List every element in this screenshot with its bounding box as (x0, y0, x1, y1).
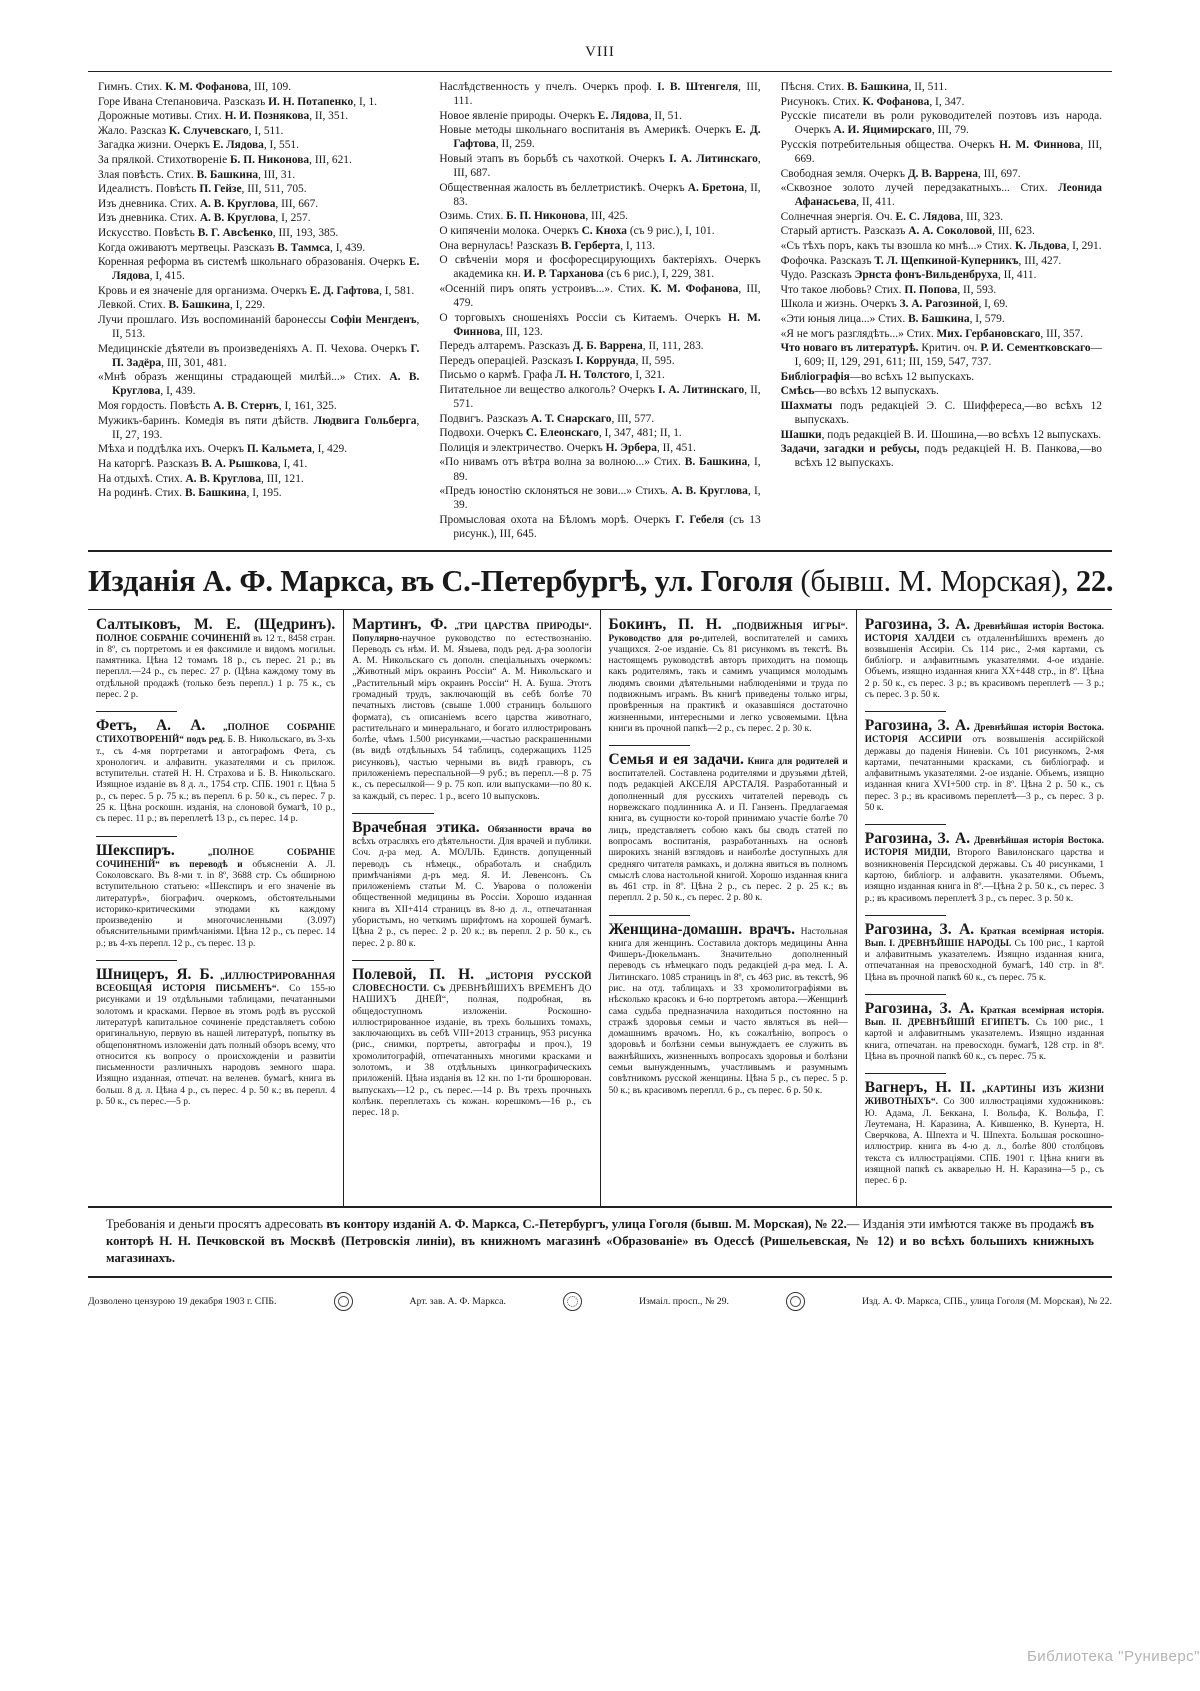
ad-subtitle: Древнѣйшая исторія Востока. ИСТОРІЯ ХАЛДЕИ (864, 621, 1104, 644)
index-entry: Шахматы подъ редакціей Э. С. Шиффереса,—во всѣхъ 12 выпускахъ. (780, 400, 1102, 427)
index-entry: Шашки, подъ редакціей В. И. Шошина,—во всѣхъ 12 выпускахъ. (780, 428, 1102, 441)
index-entry: О торговыхъ сношеніяхъ Россіи съ Китаемъ. Очеркъ Н. М. Финнова, III, 123. (439, 311, 761, 338)
index-entry: Старый артистъ. Разсказъ А. А. Соколовой, III, 623. (780, 225, 1035, 238)
index-entry: Горе Ивана Степановича. Разсказъ И. Н. Потапенко, I, 1. (98, 95, 377, 108)
ad-description: Со 300 иллюстраціями художниковъ: Ю. Адама, Л. Беккана, І. Вольфа, К. Вольфа, Г. Леутемана, Н. Каразина, А. Кившенко, В. Кунерта, Н. Сверчкова, А. Шпехта и Ч. Шпехта. Большая роскошно-иллюстрир. книга въ 4-ю д. л., болѣе 800 столбцовъ текста съ иллюстраціями. СПБ. 1901 г. Цѣна книги въ изящной папкѣ съ акварелью Н. Н. Каразина—5 р., съ перес. 6 р. (864, 1096, 1104, 1187)
ad-description: Съ 100 рис., 1 картой и алфавитнымъ указателемъ. Изящно изданная книга, отпечатанная на превосходной бумагѣ, 140 стр. in 8º. Цѣна въ прочной папкѣ 60 к., съ перес. 75 к. (864, 937, 1105, 983)
ad-divider (96, 960, 177, 961)
index-entry: «Предъ юностію склоняться не зови...» Стихъ. А. В. Круглова, I, 39. (439, 485, 761, 512)
publisher-note: Изд. А. Ф. Маркса, СПБ., улица Гоголя (М. Морская), № 22. (862, 1295, 1112, 1307)
ad-subtitle: Древнѣйшая исторія Востока. ИСТОРІЯ АССИРІИ (864, 723, 1104, 746)
ad-divider (865, 915, 946, 916)
ad-content (352, 819, 591, 949)
ad-author-title: Бокинъ, П. Н. (608, 615, 722, 633)
ad-author-title: Мартинъ, Ф. (352, 615, 448, 633)
advertisement-item[interactable] (865, 1000, 1104, 1062)
ad-subtitle: „ПОЛНОЕ СОБРАНІЕ СТИХОТВОРЕНІЙ“ подъ ред. (96, 723, 336, 746)
index-entry: Задачи, загадки и ребусы, подъ редакціей Н. В. Панкова,—во всѣхъ 12 выпускахъ. (780, 443, 1102, 470)
index-entry: Передъ алтаремъ. Разсказъ Д. Б. Варрена, II, 111, 283. (439, 340, 704, 353)
ad-content (609, 751, 848, 904)
ad-description: всѣхъ отрасляхъ его дѣятельности. Для врачей и публики. Соч. д-ра мед. А. МОЛЛЬ. Единств. допущенный переводъ съ нѣмецк., обработалъ и снабдилъ примѣчаніями д-ръ мед. Я. И. Левенсонъ. Съ приложеніемъ статьи М. С. Уварова о положеніи общественной медицины въ Россіи. Хорошо изданная книга въ XII+414 страницъ въ 8-ю д. л., отпечатанная убористымъ, но четкимъ шрифтомъ на хорошей бумагѣ. Цѣна 2 р., съ перес. 2 р. 20 к.; въ перепл. 2 р. 50 к., съ перес. 2 р. 80 к. (352, 835, 592, 949)
ad-divider (609, 915, 690, 916)
ad-divider (352, 813, 433, 814)
ad-description: объясненіи А. Л. Соколовскаго. Въ 8-ми т. in 8º, 3688 стр. Съ обширною вступительною статьею: «Шекспиръ и его значеніе въ литературѣ», біографич. очеркомъ, обстоятельными историко-критическими этюдами къ каждому произведенію и многочисленными (3.097) объяснительными примѣчаніями. Цѣна 12 р., съ перес. 14 р.; въ 4-хъ перепл. 12 р., съ перес. 13 р. (96, 858, 336, 949)
ad-author-title: Рагозина, З. А. (864, 920, 975, 938)
ad-author-title: Салтыковъ, М. Е. (Щедринъ). (96, 615, 336, 633)
index-block (88, 71, 1112, 552)
ad-content (96, 717, 335, 824)
ad-content (865, 616, 1104, 701)
index-entry: Общественная жалость въ беллетристикѣ. Очеркъ А. Бретона, II, 83. (439, 181, 761, 208)
ad-content (96, 616, 335, 701)
eagle-seal-icon (563, 1292, 582, 1311)
index-entry: Наслѣдственность у пчелъ. Очеркъ проф. І. В. Штенгеля, III, 111. (439, 81, 761, 108)
index-entry: «Сквозное золото лучей передзакатныхъ... Стих. Леонида Афанасьева, II, 411. (780, 182, 1102, 209)
ad-subtitle: „ПОЛНОЕ СОБРАНІЕ СОЧИНЕНІЙ“ въ переводѣ и (96, 847, 336, 870)
ad-divider (865, 711, 946, 712)
index-entry: О кипяченіи молока. Очеркъ С. Кноха (съ 9 рис.), I, 101. (439, 224, 715, 237)
ad-content (352, 616, 591, 802)
advertisement-item[interactable] (609, 751, 848, 904)
ads-column-1 (88, 610, 344, 1206)
headline-part-3: 22. (1075, 563, 1114, 598)
advertisement-item[interactable] (352, 616, 591, 802)
advertisement-item[interactable] (96, 717, 335, 824)
notice-line-1: Требованія и деньги просятъ адресовать въ контору изданій А. Ф. Маркса, С.-Петербургъ, улица Гоголя (бывш. М. Морская), № 22.— (106, 1216, 863, 1231)
ad-content (96, 966, 335, 1107)
index-entry: На отдыхѣ. Стих. А. В. Круглова, III, 121. (98, 472, 304, 485)
index-entry: «Эти юныя лица...» Стих. В. Башкина, I, 579. (780, 313, 1005, 325)
index-entry: Смѣсь—во всѣхъ 12 выпускахъ. (780, 385, 939, 398)
ad-author-title: Рагозина, З. А. (864, 717, 971, 735)
index-entry: Гимнъ. Стих. К. М. Фофанова, III, 109. (98, 81, 292, 93)
index-entry: Чудо. Разсказъ Эрнста фонъ-Вильденбруха, II, 411. (780, 269, 1037, 282)
index-entry: «Осенній пиръ опять устроивъ...». Стих. К. М. Фофанова, III, 479. (439, 282, 761, 309)
ad-description: Съ 100 рис., 1 картой и алфавитнымъ указателемъ. Изящно изданная книга, отпечатан. на превосходн. бумагѣ, 128 стр. in 8º. Цѣна въ прочной папкѣ 60 к., съ перес. 75 к. (864, 1017, 1104, 1062)
index-entry: Кровь и ея значеніе для организма. Очеркъ Е. Д. Гафтова, I, 581. (98, 284, 415, 297)
index-entry: Идеалистъ. Повѣсть П. Гейзе, III, 511, 705. (98, 183, 307, 196)
index-entry: «Съ тѣхъ поръ, какъ ты взошла ко мнѣ...» Стих. К. Льдова, I, 291. (780, 240, 1102, 253)
ad-author-title: Рагозина, З. А. (864, 1000, 975, 1018)
index-entry: Рисунокъ. Стих. К. Фофанова, I, 347. (780, 95, 965, 108)
advertisement-item[interactable] (609, 921, 848, 1096)
index-entry: Искусство. Повѣсть В. Г. Авсѣенко, III, 193, 385. (98, 226, 339, 239)
notice-line-2: Изданія эти имѣются также въ продажѣ въ конторѣ Н. Н. Печковской въ Москвѣ (Петровскія линіи), въ книжномъ магазинѣ «Образованіе» (106, 1216, 1094, 1248)
ad-content (609, 921, 848, 1096)
ad-author-title: Врачебная этика. (352, 818, 480, 836)
ad-description: Настольная книга для женщинъ. Составила докторъ медицины Анна Фишеръ-Дюкельманъ. Значительно дополненный переводъ съ нѣмецкаго подъ редакціей д-ра мед. І. А. Литинскаго. 1085 страницъ in 8º, съ 463 рис. въ текстѣ, 96 рис. на отд. таблицахъ и 33 хромолитографіями въ нѣсколько красокъ и 6-ю портретомъ автора.—Женщинѣ сама судьба предназначила находиться постоянно на стражѣ здоровья семьи и часто являться въ ней—домашнимъ врачомъ. Но, къ сожалѣнію, вопросъ о здоровьѣ и болѣзни семьи вынуждаетъ ее служить въ важнѣйшихъ, жизненныхъ вопросахъ здоровья и болѣзни семьи вынужденнымъ, участливымъ и разумнымъ совѣтникомъ русской женщины. Цѣна 5 р., съ перес. 5 р. 50 к.; въ красивомъ переплл. 6 р., съ перес. 6 р. 50 к. (608, 925, 848, 1096)
ad-subtitle: Книга для родителей и (743, 757, 848, 768)
headline-part-1: Изданія А. Ф. Маркса, въ С.-Петербургѣ, ул. Гоголя (88, 563, 801, 598)
ad-author-title: Семья и ея задачи. (608, 751, 744, 769)
ad-content (352, 966, 591, 1119)
ad-subtitle: „ТРИ ЦАРСТВА ПРИРОДЫ“. Популярно- (352, 621, 592, 644)
ad-content (865, 1000, 1104, 1062)
ad-description: Со 155-ю рисунками и 19 отдѣльными таблицами, печатанными золотомъ и красками. Первое въ этомъ родѣ въ русской литературѣ капитальное сочиненіе представляетъ собою оригинальную, первую въ нашей литературѣ, попытку въ общепонятномъ изложеніи дать полный обзоръ всему, что относится къ вопросу о происхожденіи и развитіи письменности различныхъ народовъ земного шара. Изящно изданная, отпечат. на веленев. бумагѣ, книга въ больш. 8 д. л. Цѣна 4 р., съ перес. 4 р. 50 к.; въ перепл. 4 р. 50 к., съ перес.—5 р. (96, 983, 336, 1107)
index-entry: Лучи прошлаго. Изъ воспоминаній баронессы Софіи Менгденъ, II, 513. (98, 314, 420, 341)
headline-part-2: (бывш. М. Морская), (800, 563, 1076, 598)
ad-divider (609, 745, 690, 746)
index-entry: Левкой. Стих. В. Башкина, I, 229. (98, 299, 266, 312)
index-entry: Свободная земля. Очеркъ Д. В. Варрена, III, 697. (780, 167, 1021, 180)
notice-line-3: въ Одессѣ (Ришельевская, № 12) и во всѣхъ большихъ книжныхъ магазинахъ. (106, 1233, 1094, 1265)
ads-column-4 (857, 610, 1112, 1206)
ad-content (865, 830, 1104, 903)
censor-note: Дозволено цензурою 19 декабря 1903 г. СПБ. (88, 1295, 277, 1307)
index-column-1 (88, 80, 429, 542)
ad-description: воспитателей. Составлена родителями и друзьями дѣтей, подъ редакціей АКСЕЛЯ АРСТАЛЯ. Разработанный и дополненный для русскихъ читателей переводъ съ норвежскаго подлинника А. и П. Ганзенъ. Предлагаемая книга, въ сущности ко-торой принимаю участіе болѣе 70 лицъ, представляетъ собою какъ бы сводъ статей по вопросамъ воспитанія, разработанныхъ на основѣ широкихъ знаній взглядовъ и наиболѣе доступныхъ для средняго читателя рамкахъ, и должна явиться въ полномъ смыслѣ слова настольной книгой. Хорошо изданная книга въ 461 стр. in 8º. Цѣна 2 р., съ перес. 2 р. 25 к.; въ переплл. 2 р. 50 к., съ перес. 2 р. 80 к. (608, 768, 848, 904)
ad-description: Второго Вавилонскаго царства и возникновенія Персидской державы. Съ 40 рисунками, 1 картою, библіогр. и алфавитн. указателями. Объемъ, изящно изданная книга in 8º.—Цѣна 2 р. 50 к., съ перес. 3 р.; въ красивомъ переплетѣ 3 р., съ перес. 3 р. 50 к. (864, 847, 1104, 904)
index-entry: Озимь. Стих. Б. П. Никонова, III, 425. (439, 210, 629, 223)
index-entry: Пѣсня. Стих. В. Башкина, II, 511. (780, 81, 948, 93)
ad-subtitle: „ПОДВИЖНЫЯ ИГРЫ“. Руководство для ро- (608, 621, 848, 644)
ad-author-title: Рагозина, З. А. (864, 615, 971, 633)
index-entry: Подвохи. Очеркъ С. Елеонскаго, I, 347, 481; II, 1. (439, 427, 682, 440)
index-entry: Изъ дневника. Стих. А. В. Круглова, III, 667. (98, 197, 319, 210)
index-entry: Мужикъ-баринъ. Комедія въ пяти дѣйств. Людвига Гольберга, II, 27, 193. (98, 414, 420, 441)
colophon (88, 1292, 1112, 1311)
address-note: Измаіл. просп., № 29. (638, 1295, 729, 1307)
ads-column-3 (601, 610, 857, 1206)
index-entry: Русскія потребительныя общества. Очеркъ Н. М. Финнова, III, 669. (780, 138, 1102, 165)
index-entry: «Я не могъ разглядѣть...» Стих. Мих. Гербановскаго, III, 357. (780, 327, 1084, 340)
ad-subtitle: ПОЛНОЕ СОБРАНІЕ СОЧИНЕНІЙ (96, 633, 251, 644)
page-number: VIII (585, 44, 615, 60)
index-entry: Подвигъ. Разсказъ А. Т. Снарскаго, III, 577. (439, 412, 655, 425)
index-entry: Школа и жизнь. Очеркъ З. А. Рагозиной, I, 69. (780, 298, 1008, 311)
index-entry: Она вернулась! Разсказъ В. Герберта, I, 113. (439, 239, 655, 252)
index-entry: «Мнѣ образъ женщины страдающей милѣй...» Стих. А. В. Круглова, I, 439. (98, 371, 420, 398)
art-workshop-note: Арт. зав. А. Ф. Маркса. (409, 1295, 506, 1307)
index-entry: Загадка жизни. Очеркъ Е. Лядова, I, 551. (98, 139, 299, 152)
index-entry: Новые методы школьнаго воспитанія въ Америкѣ. Очеркъ Е. Д. Гафтова, II, 259. (439, 124, 761, 151)
index-entry: Промысловая охота на Бѣломъ морѣ. Очеркъ Г. Гебеля (съ 13 рисунк.), III, 645. (439, 513, 761, 540)
ad-subtitle: „КАРТИНЫ ИЗЪ ЖИЗНИ ЖИВОТНЫХЪ“. (864, 1085, 1104, 1108)
headline-text (88, 564, 1112, 599)
index-entry: Новое явленіе природы. Очеркъ Е. Лядова, II, 51. (439, 109, 682, 122)
ad-divider (865, 824, 946, 825)
ad-description: научное руководство по естествознанію. Переводъ съ нѣм. И. М. Языева, подъ ред. д-ра зоологіи А. М. Никольскаго съ дополн. спеціальныхъ очеркомъ: „Животный міръ окраинъ Россіи“ А. М. Никольскаго и „Растительный міръ окраинъ Россіи“ Н. А. Буша. Этотъ громадный трудъ, заключающій въ себѣ болѣе 70 печатныхъ листовъ (свыше 1.000 страницъ большого формата), съ описаніемъ всего царства животнаго, растительнаго и минеральнаго, и богато иллюстрированъ болѣе, чѣмъ 1.500 рисунками,—частью раскрашенными (въ видѣ отдѣльныхъ 54 таблицъ, содержащихъ 1125 рисунковъ), частью черными въ видѣ гравюръ, съ приложеніемъ переспальной—9 руб.; въ перепл.—8 р. 75 к., съ пересылкой— 9 р. 75 коп. или выпусками—по 80 к. за каждый, съ перес. 1 р., всего 10 выпусковъ. (352, 632, 592, 802)
index-entry: На каторгѣ. Разсказъ В. А. Рышкова, I, 41. (98, 457, 308, 470)
ad-description: Б. В. Никольскаго, въ 3-хъ т., съ 4-мя портретами и автографомъ Фета, съ хронологич. и алфавитн. указателями и съ прилож. вступительн. статей Н. Н. Страхова и Б. В. Никольскаго. Изящное изданіе въ 8 д. л., 1754 стр. СПБ. 1901 г. Цѣна 5 р., съ перес. 5 р. 75 к.; въ перепл. 6 р. 50 к., съ перес. 7 р. 25 к. Цѣна роскошн. изданія, на слоновой бумагѣ, 10 р., съ перес. 11 р.; въ переплетѣ 13 р., съ перес. 14 р. (96, 734, 336, 825)
ad-author-title: Полевой, П. Н. (352, 965, 475, 983)
index-entry: Библіографія—во всѣхъ 12 выпускахъ. (780, 370, 975, 383)
seal-icon (334, 1292, 353, 1311)
index-entry: Жало. Разсказ К. Случевскаго, I, 511. (98, 124, 284, 137)
advertisement-item[interactable] (865, 717, 1104, 813)
index-entry: Письмо о кармѣ. Графа Л. Н. Толстого, I, 321. (439, 369, 665, 382)
index-entry: Злая повѣсть. Стих. В. Башкина, III, 31. (98, 168, 296, 181)
ad-author-title: Женщина-домашн. врачъ. (608, 920, 795, 938)
ad-description: дителей, воспитателей и самихъ учащихся. 2-ое изданіе. Съ 81 рисункомъ въ текстѣ. Въ настоящемъ руководствѣ авторъ приходитъ на помощь какъ родителямъ, такъ и самимъ учащимся молодымъ людямъ своими дѣятельными наблюденіями и труда по подвижнымъ играмъ. Въ книгѣ приведены только игры, провѣренныя на практикѣ и оказавшіяся достаточно жизненными, интересными и легко усвояемыми. Цѣна книги въ прочной папкѣ—2 р., съ перес. 2 р. 30 к. (608, 632, 848, 734)
publisher-headline (88, 552, 1112, 610)
ad-content (96, 842, 335, 949)
index-entry: Русскіе писатели въ роли руководителей поэтовъ изъ народа. Очеркъ А. И. Яцимирскаго, III, 79. (780, 110, 1102, 137)
ad-content (865, 717, 1104, 813)
advertisement-item[interactable] (96, 966, 335, 1107)
ad-author-title: Фетъ, А. А. (96, 717, 206, 735)
index-entry: На родинѣ. Стих. В. Башкина, I, 195. (98, 487, 282, 500)
index-entry: Медицинскіе дѣятели въ произведеніяхъ А. П. Чехова. Очеркъ Г. П. Задёра, III, 301, 481. (98, 342, 420, 369)
library-watermark: Библиотека "Руниверс" (1026, 1648, 1200, 1665)
ad-subtitle: Древнѣйшая исторія Востока. ИСТОРІЯ МИДІИ, (864, 836, 1104, 859)
index-entry: «По нивамъ отъ вѣтра волна за волною...» Стих. В. Башкина, I, 89. (439, 456, 761, 483)
order-notice (88, 1208, 1112, 1278)
ad-author-title: Рагозина, З. А. (864, 830, 971, 848)
index-entry: Что новаго въ литературѣ. Критич. оч. Р. И. Сементковскаго—I, 609; II, 129, 291, 611; III, 159, 547, 737. (780, 342, 1102, 369)
ad-subtitle: Краткая всемірная исторія. Вып. ІІ. ДРЕВНѢЙШІЙ ЕГИПЕТЪ. (864, 1006, 1104, 1029)
index-entry: За прялкой. Стихотвореніе Б. П. Никонова, III, 621. (98, 153, 352, 166)
ad-author-title: Вагнеръ, Н. ІІ. (864, 1079, 976, 1097)
advertisement-item[interactable] (352, 819, 591, 949)
ad-divider (865, 994, 946, 995)
ad-description: ДРЕВНѢЙШИХЪ ВРЕМЕНЪ ДО НАШИХЪ ДНЕЙ“, полная, подробная, въ общедоступномъ изложеніи. Роскошно-иллюстрированное изданіе, въ трехъ большихъ томахъ, заключающихъ въ себѣ VIII+2013 страницъ, 953 рисунка (рис., снимки, портреты, автографы и проч.), 19 хромолитографій, отпечатанныхъ многими красками и золотомъ, и 38 отдѣльныхъ цинкографическихъ приложеній. Цѣна изданія въ 12 кн. по 1-ти брошюрован. выпускахъ—12 р., съ перес.—14 р. Въ трехъ прочныхъ колѣнк. переплетахъ съ кожан. корешкомъ—16 р., съ перес. 18 р. (352, 982, 592, 1119)
ad-divider (865, 1073, 946, 1074)
index-entry: Передъ операціей. Разсказъ І. Коррунда, II, 595. (439, 354, 675, 367)
ad-description: съ отдаленнѣйшихъ временъ до возвышенія Ассиріи. Съ 114 рис., 2-мя картами, съ библіогр. и алфавитнымъ указателями. 4-ое изданіе. Объемъ, изящно изданная книга XX+448 стр., in 8º. Цѣна 2 р. 50 к., съ перес. 3 р.; въ красивомъ переплетѣ — 3 р.; съ перес. 3 р. 50 к. (864, 632, 1104, 700)
ad-subtitle: Краткая всемірная исторія. Вып. І. ДРЕВНѢЙШІЕ НАРОДЫ. (864, 926, 1104, 949)
ads-column-2 (344, 610, 600, 1206)
index-entry: Когда оживаютъ мертвецы. Разсказъ В. Таммса, I, 439. (98, 241, 366, 254)
advertisement-item[interactable] (96, 842, 335, 949)
advertisement-item[interactable] (865, 616, 1104, 701)
ad-divider (352, 960, 433, 961)
ad-author-title: Шницеръ, Я. Б. (96, 966, 214, 984)
ad-subtitle: Обязанности врача во (479, 824, 592, 835)
index-entry: Питательное ли вещество алкоголь? Очеркъ І. А. Литинскаго, II, 571. (439, 383, 761, 411)
advertisement-grid (88, 610, 1112, 1208)
index-entry: Фофочка. Разсказъ Т. Л. Щепкиной-Куперникъ, III, 427. (780, 254, 1062, 267)
ad-author-title: Шекспиръ. (96, 841, 175, 859)
index-entry: Солнечная энергія. Оч. Е. С. Лядова, III, 323. (780, 210, 1004, 223)
ad-description: въ 12 т., 8458 стран. in 8º, съ портретомъ и ея факсимиле и видомъ могильн. памятника. Цѣна 12 томамъ 18 р., съ перес. 21 р.; въ переплл.—24 р., съ перес. 27 р. (Цѣна каждому тому въ отдѣльной продажѣ (только безъ перепл.) 1 р. 75 к., съ перес. 2 р. (96, 632, 336, 700)
advertisement-item[interactable] (865, 921, 1104, 983)
advertisement-item[interactable] (96, 616, 335, 701)
index-entry: Изъ дневника. Стих. А. В. Круглова, I, 257. (98, 212, 311, 225)
advertisement-item[interactable] (865, 830, 1104, 903)
ad-divider (96, 711, 177, 712)
ad-divider (96, 836, 177, 837)
ad-content (865, 921, 1104, 983)
index-entry: Мѣха и поддѣлка ихъ. Очеркъ П. Кальмета, I, 429. (98, 443, 348, 456)
advertisement-item[interactable] (609, 616, 848, 735)
ad-subtitle: „ИЛЛЮСТРИРОВАННАЯ ВСЕОБЩАЯ ИСТОРІЯ ПИСЬМЕНЪ“. (96, 972, 336, 995)
second-seal-icon (786, 1292, 805, 1311)
index-entry: Что такое любовь? Стих. П. Попова, II, 593. (780, 283, 997, 296)
ad-subtitle: „ИСТОРІЯ РУССКОЙ СЛОВЕСНОСТИ. Съ (352, 971, 592, 994)
index-entry: Коренная реформа въ системѣ школьнаго образованія. Очеркъ Е. Лядова, I, 415. (98, 256, 420, 283)
index-entry: Дорожные мотивы. Стих. Н. И. Познякова, II, 351. (98, 110, 349, 123)
ad-description: отъ возвышенія ассирійской державы до паденія Ниневіи. Съ 101 рисункомъ, 2-мя картами, печатанными красками, съ библіограф. и алфавитнымъ указателями. 2-ое изданіе. Объемъ, изящно изданная книга XVI+500 стр. in 8º. Цѣна 2 р. 50 к., съ перес. 3 р.; въ красивомъ переплетѣ—3 р., съ перес. 3 р. 50 к. (864, 734, 1104, 814)
advertisement-item[interactable] (865, 1079, 1104, 1186)
advertisement-item[interactable] (352, 966, 591, 1119)
index-column-3 (771, 80, 1112, 542)
index-entry: О свѣченіи моря и фосфоресцирующихъ бактеріяхъ. Очеркъ академика кн. И. Р. Тарханова (съ 6 рис.), I, 229, 381. (439, 254, 761, 281)
ad-content (865, 1079, 1104, 1186)
index-entry: Новый этапъ въ борьбѣ съ чахоткой. Очеркъ І. А. Литинскаго, III, 687. (439, 152, 761, 180)
ad-content (609, 616, 848, 735)
index-column-2 (429, 80, 770, 542)
index-entry: Полиція и электричество. Очеркъ Н. Эрбера, II, 451. (439, 441, 696, 454)
index-entry: Моя гордость. Повѣсть А. В. Стернъ, I, 161, 325. (98, 400, 337, 413)
